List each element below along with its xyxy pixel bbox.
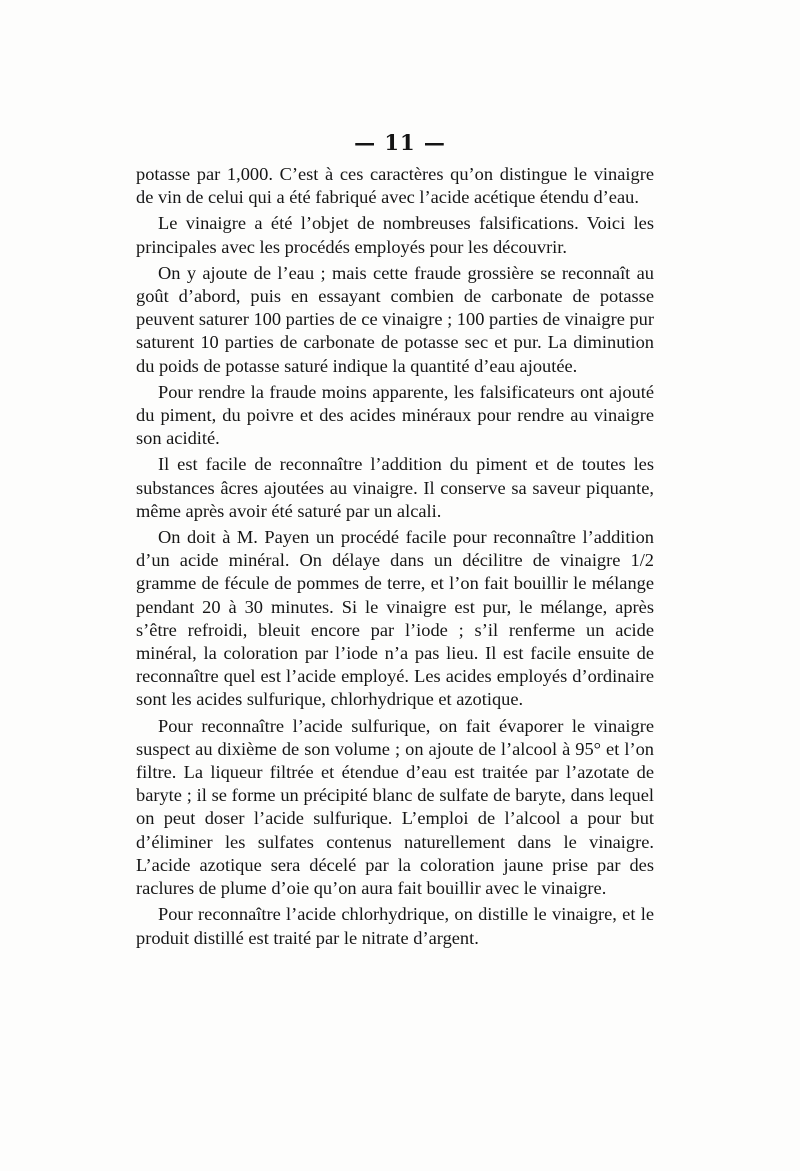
paragraph-6: On doit à M. Payen un procédé facile pour reconnaître l’addition d’un acide minéral. On délaye dans un décilitre de vinaigre 1/2 gramme de fécule de pommes de terre, et l’on fait bouillir le mélange pendant 20 à 30 minutes. Si le vinaigre est pur, le mélange, après s’être refroidi, bleuit encore par l’iode ; s’il renferme un acide minéral, la coloration par l’iode n’a pas lieu. Il est facile ensuite de reconnaître quel est l’acide employé. Les acides employés d’ordinaire sont les acides sulfurique, chlorhydrique et azotique. [136, 527, 654, 710]
paragraph-5: Il est facile de reconnaître l’addition du piment et de toutes les substances âcres ajoutées au vinaigre. Il conserve sa saveur piquante, même après avoir été saturé par un alcali. [136, 454, 654, 521]
body-text [136, 163, 654, 953]
paragraph-8: Pour reconnaître l’acide chlorhydrique, on distille le vinaigre, et le produit distillé est traité par le nitrate d’argent. [136, 904, 654, 948]
page-number: — 11 — [354, 130, 446, 155]
paragraph-1: potasse par 1,000. C’est à ces caractères qu’on distingue le vinaigre de vin de celui qui a été fabriqué avec l’acide acétique étendu d’eau. [136, 164, 654, 208]
paragraph-7: Pour reconnaître l’acide sulfurique, on fait évaporer le vinaigre suspect au dixième de son volume ; on ajoute de l’alcool à 95° et l’on filtre. La liqueur filtrée et étendue d’eau est traitée par l’azotate de baryte ; il se forme un précipité blanc de sulfate de baryte, dans lequel on peut doser l’acide sulfurique. L’emploi de l’alcool a pour but d’éliminer les sulfates contenus naturellement dans le vinaigre. L’acide azotique sera décelé par la coloration jaune prise par des raclures de plume d’oie qu’on aura fait bouillir avec le vinaigre. [136, 715, 654, 899]
paragraph-3: On y ajoute de l’eau ; mais cette fraude grossière se reconnaît au goût d’abord, puis en essayant combien de carbonate de potasse peuvent saturer 100 parties de ce vinaigre ; 100 parties de vinaigre pur saturent 10 parties de carbonate de potasse sec et pur. La diminution du poids de potasse saturé indique la quantité d’eau ajoutée. [136, 262, 654, 376]
paragraph-2: Le vinaigre a été l’objet de nombreuses falsifications. Voici les principales avec les procédés employés pour les découvrir. [136, 213, 654, 257]
paragraph-4: Pour rendre la fraude moins apparente, les falsificateurs ont ajouté du piment, du poivre et des acides minéraux pour rendre au vinaigre son acidité. [136, 381, 654, 449]
